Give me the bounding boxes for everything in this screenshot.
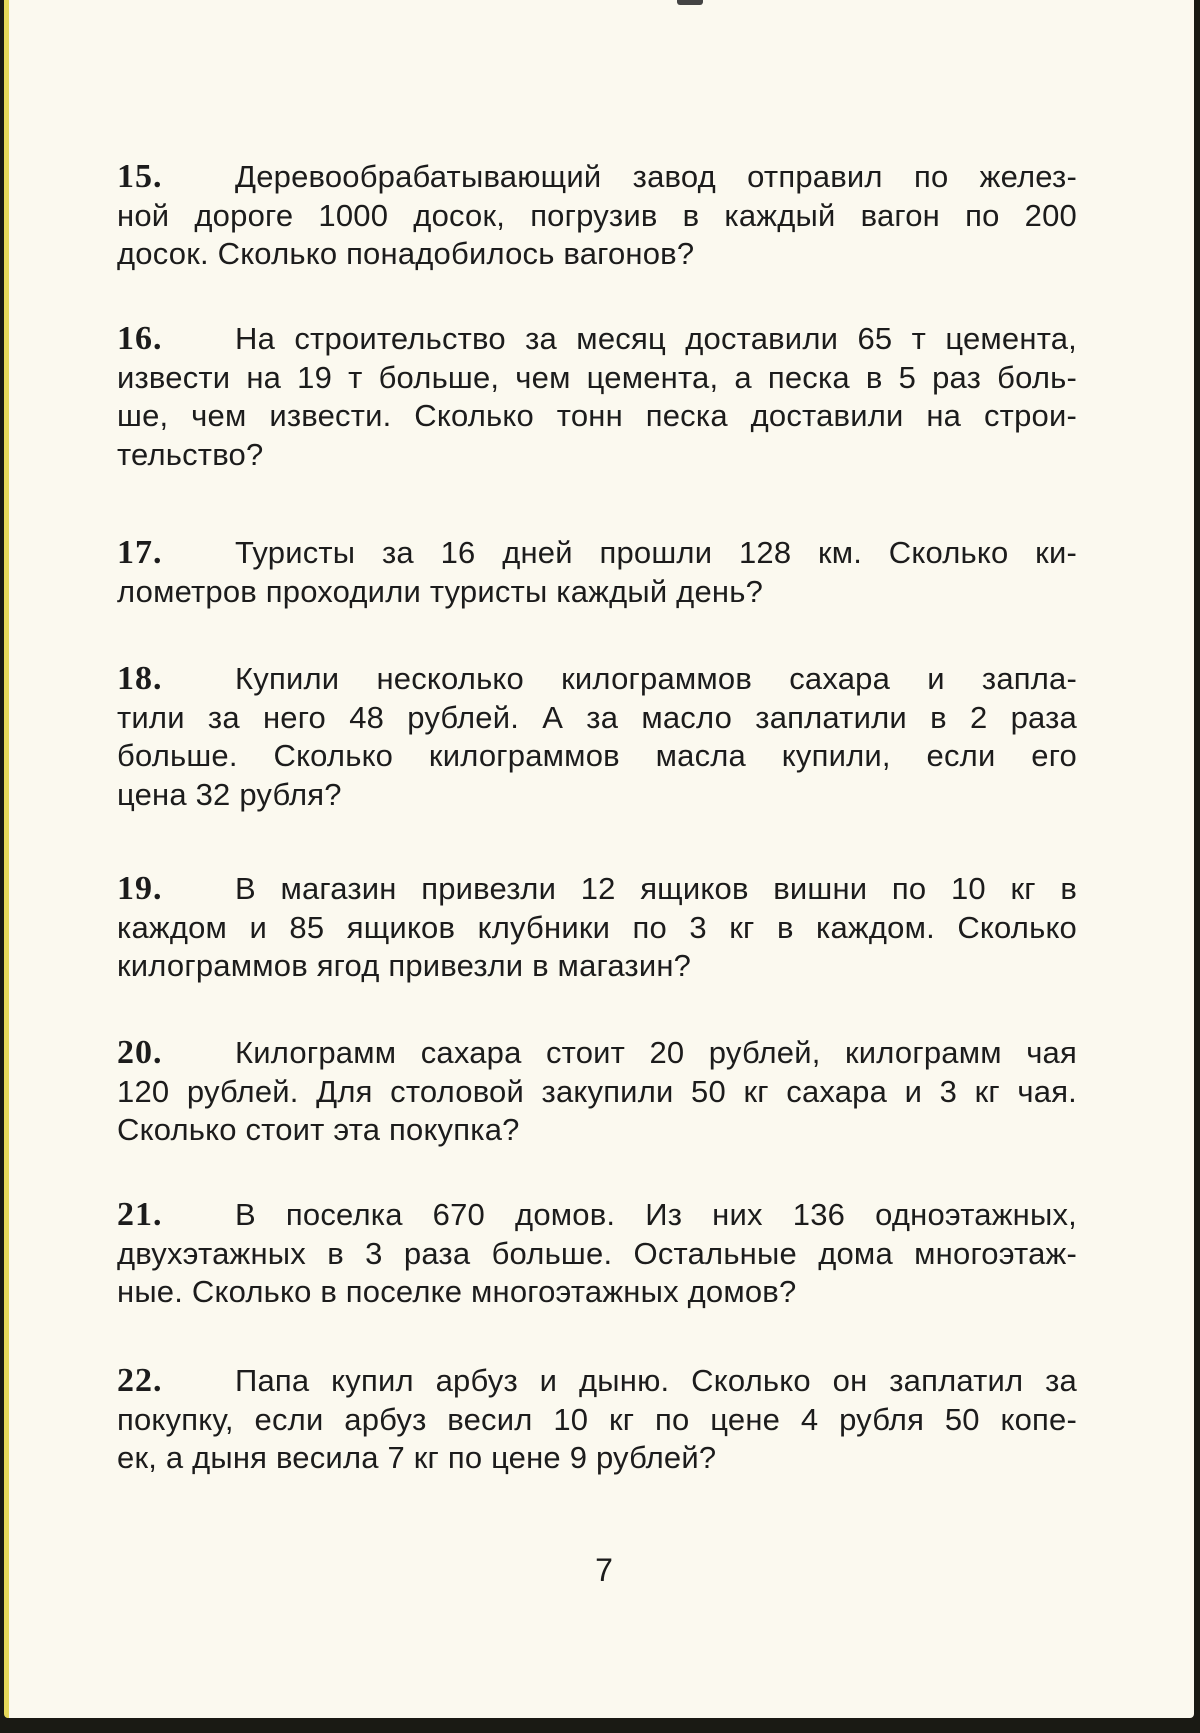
problem-text-line: Килограмм сахара стоит 20 рублей, килограмм чая	[235, 1035, 1077, 1070]
problem-text-line: цена 32 рубля?	[117, 776, 342, 812]
problem-first-line	[117, 158, 1077, 197]
problem-text-line: Сколько стоит эта покупка?	[117, 1112, 520, 1147]
problem-text-line: На строительство за месяц доставили 65 т цемента,	[235, 321, 1077, 356]
problem-text-line: Туристы за 16 дней прошли 128 км. Сколько ки-	[235, 535, 1077, 570]
problem-text-line: тили за него 48 рублей. А за масло заплатили в 2 раза	[117, 699, 1077, 735]
problem-20	[117, 1034, 1077, 1150]
problem-text-line: Деревообрабатывающий завод отправил по желез-	[235, 159, 1077, 194]
book-page	[4, 0, 1194, 1718]
problem-text-line: больше. Сколько килограммов масла купили, если его	[117, 738, 1077, 773]
problem-number: 16.	[117, 320, 163, 357]
problem-15	[117, 158, 1077, 274]
problem-number: 18.	[117, 660, 163, 697]
problem-text-line: ек, а дыня весила 7 кг по цене 9 рублей?	[117, 1440, 717, 1475]
problem-22	[117, 1362, 1077, 1478]
problem-number: 22.	[117, 1362, 163, 1399]
problem-text-line: досок. Сколько понадобилось вагонов?	[117, 236, 695, 271]
problem-16	[117, 320, 1077, 474]
problem-text-line: извести на 19 т больше, чем цемента, а песка в 5 раз боль-	[117, 359, 1077, 395]
problem-text-line: каждом и 85 ящиков клубники по 3 кг в каждом. Сколько	[117, 909, 1077, 945]
problem-text-line: В магазин привезли 12 ящиков вишни по 10 кг в	[235, 871, 1077, 906]
page-number: 7	[595, 1552, 613, 1588]
problem-18	[117, 660, 1077, 814]
problem-number: 15.	[117, 158, 163, 195]
problem-first-line	[117, 870, 1077, 909]
problem-text-line: ше, чем извести. Сколько тонн песка доставили на строи-	[117, 398, 1077, 433]
problem-text-line: килограммов ягод привезли в магазин?	[117, 948, 692, 983]
problem-text-line: ные. Сколько в поселке многоэтажных домов?	[117, 1274, 797, 1309]
problem-first-line	[117, 660, 1077, 699]
problem-number: 21.	[117, 1196, 163, 1233]
problem-text-line: двухэтажных в 3 раза больше. Остальные дома многоэтаж-	[117, 1235, 1077, 1271]
problem-first-line	[117, 1034, 1077, 1073]
problem-first-line	[117, 1196, 1077, 1235]
problem-text-line: Купили несколько килограммов сахара и запла-	[235, 661, 1077, 696]
problem-number: 20.	[117, 1034, 163, 1071]
binding-mark	[677, 0, 703, 5]
problem-text-line: лометров проходили туристы каждый день?	[117, 573, 764, 609]
problem-19	[117, 870, 1077, 986]
problem-text-line: В поселка 670 домов. Из них 136 одноэтажных,	[235, 1197, 1077, 1232]
problem-text-line: ной дороге 1000 досок, погрузив в каждый вагон по 200	[117, 197, 1077, 233]
problem-text-line: 120 рублей. Для столовой закупили 50 кг сахара и 3 кг чая.	[117, 1073, 1077, 1109]
problem-text-line: Папа купил арбуз и дыню. Сколько он заплатил за	[235, 1363, 1077, 1398]
problem-first-line	[117, 534, 1077, 573]
problem-first-line	[117, 320, 1077, 359]
problem-first-line	[117, 1362, 1077, 1401]
problem-text-line: тельство?	[117, 436, 264, 472]
problem-text-line: покупку, если арбуз весил 10 кг по цене 4 рубля 50 копе-	[117, 1401, 1077, 1437]
problem-number: 17.	[117, 534, 163, 571]
problem-17	[117, 534, 1077, 611]
problem-21	[117, 1196, 1077, 1312]
problem-number: 19.	[117, 870, 163, 907]
